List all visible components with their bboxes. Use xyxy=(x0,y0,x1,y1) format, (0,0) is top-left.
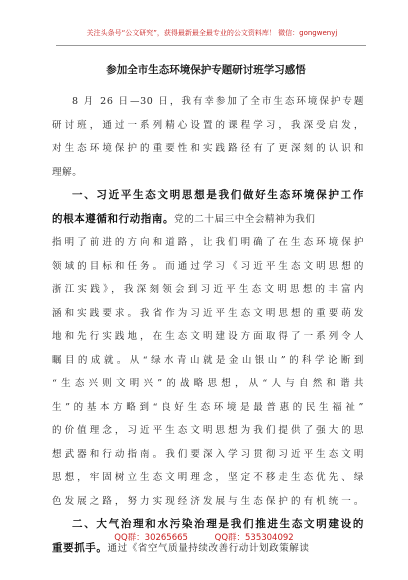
body-line: 指明了前进的方向和道路，让我们明确了在生态环境保护 xyxy=(52,237,364,248)
body-line: 想武器和行动指南。我们要深入学习贯彻习近平生态文明 xyxy=(52,448,364,460)
body-line: 地和先行实践地，在生态文明建设方面取得了一系列令人 xyxy=(52,331,364,342)
footer-contact xyxy=(0,532,408,544)
body-line: 理解。 xyxy=(52,166,83,178)
section-heading-2-cont: 重要抓手。 xyxy=(52,541,108,554)
body-line: 瞩目的成就。从“绿水青山就是金山银山”的科学论断到 xyxy=(52,354,364,366)
body-line: 浙江实践》，我深刻领会到习近平生态文明思想的丰富内 xyxy=(52,284,364,295)
section-heading-1-cont: 的根本遵循和行动指南。 xyxy=(52,212,175,225)
body-line xyxy=(52,208,364,232)
body-line: 领域的目标和任务。而通过学习《习近平生态文明思想的 xyxy=(52,260,364,272)
body-line-text: 通过《省空气质量持续改善行动计划政策解读 xyxy=(107,542,310,554)
document-body xyxy=(52,90,364,560)
body-line: 研讨班，通过一系列精心设置的课程学习，我深受启发， xyxy=(52,119,364,131)
body-line: 8 月 26 日—30 日，我有幸参加了全市生态环境保护专题 xyxy=(72,96,364,107)
document-title: 参加全市生态环境保护专题研讨班学习感悟 xyxy=(106,64,306,76)
body-line: 思想，牢固树立生态文明理念，坚定不移走生态优先、绿 xyxy=(52,472,364,483)
section-heading-1: 一、习近平生态文明思想是我们做好生态环境保护工作 xyxy=(72,189,364,201)
body-line: “生态兴则文明兴”的战略思想，从“人与自然和谐共 xyxy=(52,378,364,389)
body-line: 涵和实践要求。我省作为习近平生态文明思想的重要萌发 xyxy=(52,307,364,319)
body-line: 的价值理念，习近平生态文明思想为我们提供了强大的思 xyxy=(52,425,364,436)
footer-qq-group-1: QQ群：30265665 xyxy=(114,533,188,543)
footer-qq-group-2: QQ群：535304092 xyxy=(214,533,294,543)
section-heading-2: 二、大气治理和水污染治理是我们推进生态文明建设的 xyxy=(72,518,364,530)
body-line: 色发展之路，努力实现经济发展与生态保护的有机统一。 xyxy=(52,495,364,507)
body-line-text: 党的二十届三中全会精神为我们 xyxy=(174,213,316,225)
body-line: 对生态环境保护的重要性和实践路径有了更深刻的认识和 xyxy=(52,143,364,154)
header-promo-note: 关注头条号“公文研究”，获得最新最全最专业的公文资料库！ 微信：gongwenyj xyxy=(86,29,338,37)
body-line: 生”的基本方略到“良好生态环境是最普惠的民生福祉” xyxy=(52,401,364,413)
header-divider xyxy=(56,45,366,46)
